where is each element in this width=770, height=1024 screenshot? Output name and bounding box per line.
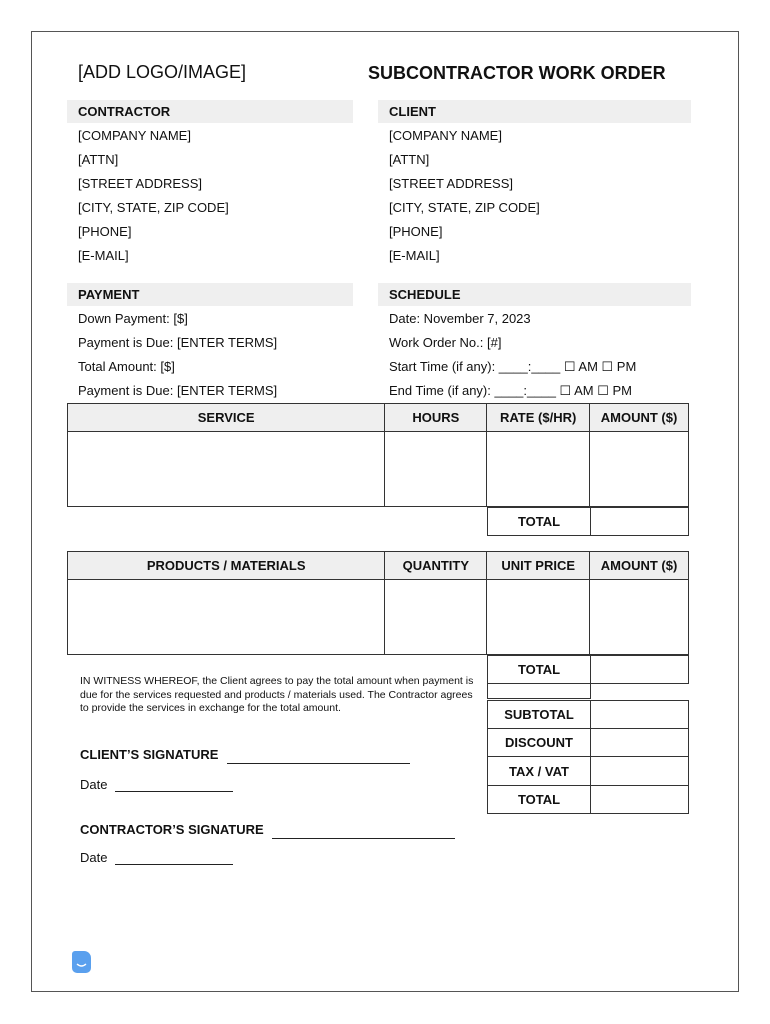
contractor-heading: CONTRACTOR	[67, 100, 353, 123]
client-date-label: Date	[80, 777, 108, 792]
amount-column-header: AMOUNT ($)	[590, 404, 689, 432]
product-cell[interactable]	[68, 580, 385, 655]
start-time[interactable]: Start Time (if any): ____:____ ☐ AM ☐ PM	[389, 359, 637, 374]
rate-column-header: RATE ($/HR)	[487, 404, 590, 432]
contractor-signature-row	[80, 821, 455, 839]
products-column-header: PRODUCTS / MATERIALS	[68, 552, 385, 580]
rate-cell[interactable]	[487, 432, 590, 507]
tax-value[interactable]	[590, 756, 689, 786]
services-total-value[interactable]	[590, 507, 689, 536]
contractor-signature-label: CONTRACTOR’S SIGNATURE	[80, 822, 264, 837]
logo-placeholder[interactable]: [ADD LOGO/IMAGE]	[78, 62, 247, 82]
client-heading: CLIENT	[378, 100, 691, 123]
services-table	[67, 403, 689, 507]
schedule-heading: SCHEDULE	[378, 283, 691, 306]
service-column-header: SERVICE	[68, 404, 385, 432]
services-total-label: TOTAL	[487, 507, 591, 536]
unit-price-column-header: UNIT PRICE	[487, 552, 590, 580]
client-street[interactable]: [STREET ADDRESS]	[389, 176, 514, 191]
grand-total-label: TOTAL	[487, 785, 591, 814]
contractor-date-label: Date	[80, 850, 108, 865]
brand-badge-icon	[72, 951, 91, 973]
client-phone[interactable]: [PHONE]	[389, 224, 443, 239]
product-amount-cell[interactable]	[590, 580, 689, 655]
client-company[interactable]: [COMPANY NAME]	[389, 128, 502, 143]
work-order-number[interactable]: Work Order No.: [#]	[389, 335, 502, 350]
products-total-label: TOTAL	[487, 655, 591, 684]
tax-label: TAX / VAT	[487, 756, 591, 786]
discount-label: DISCOUNT	[487, 728, 591, 757]
subtotal-label: SUBTOTAL	[487, 700, 591, 729]
contractor-company[interactable]: [COMPANY NAME]	[78, 128, 191, 143]
contractor-signature-line[interactable]	[272, 824, 455, 839]
spacer-cell	[487, 683, 591, 699]
amount-cell[interactable]	[590, 432, 689, 507]
quantity-cell[interactable]	[385, 580, 487, 655]
contractor-date-line[interactable]	[115, 850, 233, 865]
client-email[interactable]: [E-MAIL]	[389, 248, 440, 263]
hours-column-header: HOURS	[385, 404, 487, 432]
subtotal-value[interactable]	[590, 700, 689, 729]
contractor-street[interactable]: [STREET ADDRESS]	[78, 176, 203, 191]
contractor-email[interactable]: [E-MAIL]	[78, 248, 129, 263]
client-date-row	[80, 777, 233, 792]
client-attn[interactable]: [ATTN]	[389, 152, 430, 167]
products-table	[67, 551, 689, 655]
end-time[interactable]: End Time (if any): ____:____ ☐ AM ☐ PM	[389, 383, 632, 398]
down-payment[interactable]: Down Payment: [$]	[78, 311, 188, 326]
client-city[interactable]: [CITY, STATE, ZIP CODE]	[389, 200, 540, 215]
contractor-phone[interactable]: [PHONE]	[78, 224, 132, 239]
client-signature-label: CLIENT’S SIGNATURE	[80, 747, 219, 762]
grand-total-value[interactable]	[590, 785, 689, 814]
service-cell[interactable]	[68, 432, 385, 507]
document-title: SUBCONTRACTOR WORK ORDER	[368, 63, 666, 83]
client-date-line[interactable]	[115, 777, 233, 792]
client-signature-line[interactable]	[227, 749, 410, 764]
witness-statement: IN WITNESS WHEREOF, the Client agrees to pay the total amount when payment is due for the services requested and products / materials used. The Contractor agrees to provide the services in exchange for the total amount.	[80, 675, 474, 714]
contractor-date-row	[80, 850, 233, 865]
payment-due-1[interactable]: Payment is Due: [ENTER TERMS]	[78, 335, 278, 350]
product-amount-column-header: AMOUNT ($)	[590, 552, 689, 580]
products-total-value[interactable]	[590, 655, 689, 684]
discount-value[interactable]	[590, 728, 689, 757]
hours-cell[interactable]	[385, 432, 487, 507]
smile-icon	[72, 951, 91, 973]
client-signature-row	[80, 746, 410, 764]
payment-heading: PAYMENT	[67, 283, 353, 306]
quantity-column-header: QUANTITY	[385, 552, 487, 580]
schedule-date[interactable]: Date: November 7, 2023	[389, 311, 531, 326]
contractor-city[interactable]: [CITY, STATE, ZIP CODE]	[78, 200, 229, 215]
total-amount[interactable]: Total Amount: [$]	[78, 359, 175, 374]
payment-due-2[interactable]: Payment is Due: [ENTER TERMS]	[78, 383, 278, 398]
unit-price-cell[interactable]	[487, 580, 590, 655]
contractor-attn[interactable]: [ATTN]	[78, 152, 119, 167]
